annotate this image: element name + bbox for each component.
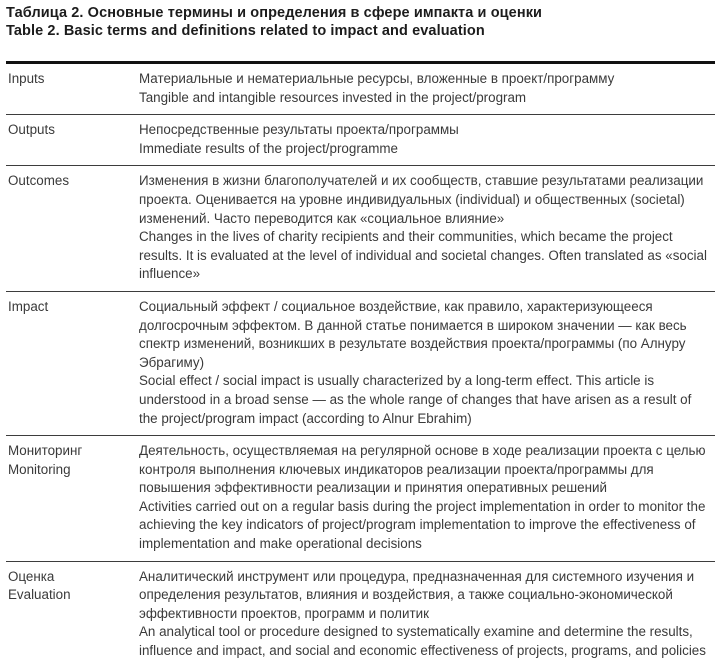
table-row <box>6 292 715 436</box>
definition-ru: Аналитический инструмент или процедура, предназначенная для системного изучения и определения результатов, влияния и воздействия, а также социально-экономической эффективности проектов, программ и политик <box>139 568 695 621</box>
table-row <box>6 436 715 562</box>
term-line: Monitoring <box>8 461 71 477</box>
definition-en: Immediate results of the project/programme <box>139 140 398 156</box>
definition-en: Social effect / social impact is usually characterized by a long-term effect. This article is understood in a broad sense — as the whole range of changes that have arisen as a result of the project/program impact (according to Alnur Ebrahim) <box>139 373 692 426</box>
term-line: Outputs <box>8 122 55 138</box>
term-line: Мониторинг <box>8 443 83 459</box>
definition-en: Changes in the lives of charity recipients and their communities, which became the project results. It is evaluated at the level of individual and societal changes. Often translated as «social influence» <box>139 229 707 282</box>
table-row <box>6 115 715 166</box>
definition-en: An analytical tool or procedure designed to systematically examine and determine the results, influence and impact, and social and economic effectiveness of projects, programs, and policies <box>139 624 706 659</box>
term-cell <box>6 568 139 605</box>
definition-en: Tangible and intangible resources invested in the project/program <box>139 89 527 105</box>
term-cell <box>6 442 139 479</box>
term-cell <box>6 121 139 140</box>
definition-ru: Материальные и нематериальные ресурсы, вложенные в проект/программу <box>139 71 615 86</box>
term-cell <box>6 298 139 317</box>
definition-cell <box>139 172 715 284</box>
term-line: Evaluation <box>8 587 71 603</box>
term-cell <box>6 70 139 89</box>
term-line: Inputs <box>8 71 45 86</box>
definition-en: Activities carried out on a regular basis during the project implementation in order to monitor the achieving the key indicators of project/program implementation to improve the effectiveness of implementation and make operational decisions <box>139 498 706 552</box>
definition-cell <box>139 70 715 107</box>
term-line: Outcomes <box>8 173 70 189</box>
definition-ru: Непосредственные результаты проекта/программы <box>139 122 459 138</box>
table-row <box>6 64 715 115</box>
definition-cell <box>139 298 715 428</box>
definition-cell <box>139 568 715 661</box>
definition-ru: Социальный эффект / социальное воздействие, как правило, характеризующееся долгосрочным эффектом. В данной статье понимается в широком значении — как весь спектр изменений, возникших в результате воздействия проекта/программы (по Алнуру Эбрагиму) <box>139 298 687 370</box>
term-cell <box>6 172 139 191</box>
terms-table <box>6 61 715 668</box>
definition-cell <box>139 442 715 554</box>
table-caption-ru: Таблица 2. Основные термины и определения в сфере импакта и оценки <box>6 5 543 21</box>
term-line: Оценка <box>8 568 55 584</box>
definition-ru: Деятельность, осуществляемая на регулярной основе в ходе реализации проекта с целью контроля выполнения ключевых индикаторов реализации проекта/программы для повышения эффективности реализации и принятия оперативных решений <box>139 443 706 496</box>
table-caption <box>6 4 715 40</box>
table-row <box>6 562 715 668</box>
term-line: Impact <box>8 298 49 314</box>
definition-cell <box>139 121 715 158</box>
table-caption-en: Table 2. Basic terms and definitions related to impact and evaluation <box>6 23 485 39</box>
definition-ru: Изменения в жизни благополучателей и их сообществ, ставшие результатами реализации проекта. Оценивается на уровне индивидуальных (individual) и общественных (societal) изменений. Часто переводится как «социальное влияние» <box>139 173 704 226</box>
table-row <box>6 166 715 292</box>
